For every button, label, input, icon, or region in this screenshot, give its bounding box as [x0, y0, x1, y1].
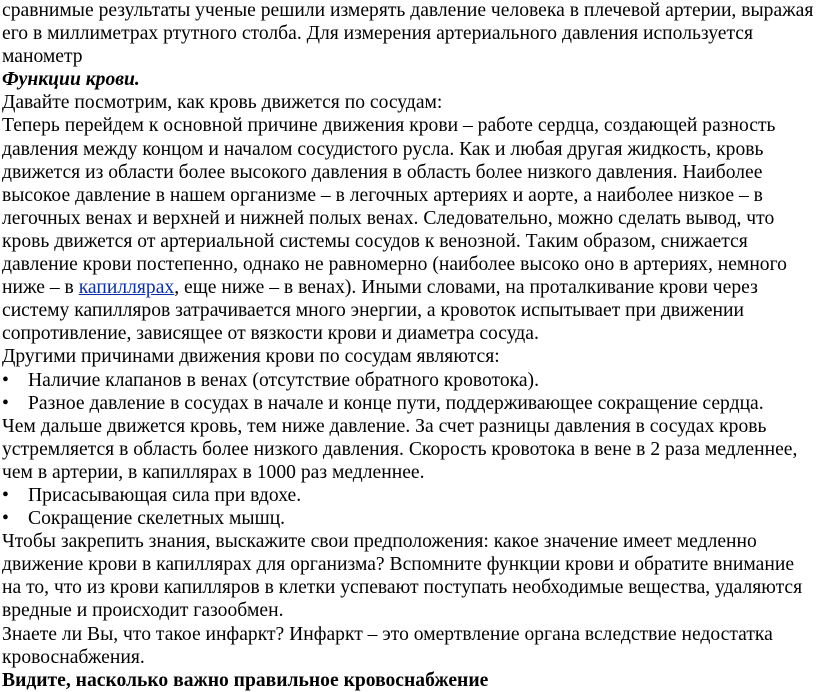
bullet-marker: • [2, 369, 9, 391]
bullet-marker: • [2, 484, 9, 506]
final-line: Видите, насколько важно правильное кровоснабжение [2, 669, 489, 691]
list-item [2, 392, 814, 415]
capillaries-link[interactable]: капиллярах [78, 277, 175, 299]
list-item [2, 507, 814, 530]
bullet-marker: • [2, 508, 9, 530]
list-item [2, 369, 814, 392]
main-paragraph-text-before: Теперь перейдем к основной причине движения крови – работе сердца, создающей разность давления между концом и началом сосудистого русла. Как и любая другая жидкость, кровь движется из области более высокого давления в область более низкого давления. Наиболее высокое давление в нашем организме – в легочных артериях и аорте, а наиболее низкое – в легочных венах и верхней и нижней полых венах. Следовательно, можно сделать вывод, что кровь движется от артериальной системы сосудов к венозной. Таким образом, снижается давление крови постепенно, однако не равномерно (наиболее высоко оно в артериях, немного ниже – в [2, 115, 787, 299]
task-paragraph: Чтобы закрепить знания, выскажите свои предположения: какое значение имеет медленно движение крови в капиллярах для организма? Вспомните функции крови и обратите внимание на то, что из крови капилляров в клетки успевают поступать необходимые вещества, удаляются вредные и происходит газообмен. [2, 531, 803, 622]
other-causes-intro: Другими причинами движения крови по сосудам являются: [2, 346, 500, 368]
list-item-text: Присасывающая сила при вдохе. [28, 484, 302, 506]
section-title: Функции крови. [2, 69, 140, 91]
bullet-marker: • [2, 392, 9, 414]
list-item [2, 484, 814, 507]
lead-paragraph: Давайте посмотрим, как кровь движется по сосудам: [2, 92, 443, 114]
pressure-paragraph: Чем дальше движется кровь, тем ниже давление. За счет разницы давления в сосудах кровь устремляется в область более низкого давления. Скорость кровотока в вене в 2 раза медленнее, чем в артерии, в капиллярах в 1000 раз медленнее. [2, 415, 798, 483]
intro-paragraph: сравнимые результаты ученые решили измерять давление человека в плечевой артерии, выражая его в миллиметрах ртутного столба. Для измерения артериального давления используется манометр [2, 0, 814, 68]
main-paragraph-text-after: , еще ниже – в венах). Иными словами, на проталкивание крови через систему капилляров затрачивается много энергии, а кровоток испытывает при движении сопротивление, зависящее от вязкости крови и диаметра сосуда. [2, 277, 758, 345]
list-item-text: Сокращение скелетных мышц. [28, 508, 286, 530]
infarct-paragraph: Знаете ли Вы, что такое инфаркт? Инфаркт – это омертвление органа вследствие недостатка кровоснабжения. [2, 623, 773, 668]
main-paragraph [2, 114, 814, 345]
document-page [2, 0, 814, 692]
list-item-text: Разное давление в сосудах в начале и конце пути, поддерживающее сокращение сердца. [28, 392, 764, 414]
list-item-text: Наличие клапанов в венах (отсутствие обратного кровотока). [28, 369, 539, 391]
